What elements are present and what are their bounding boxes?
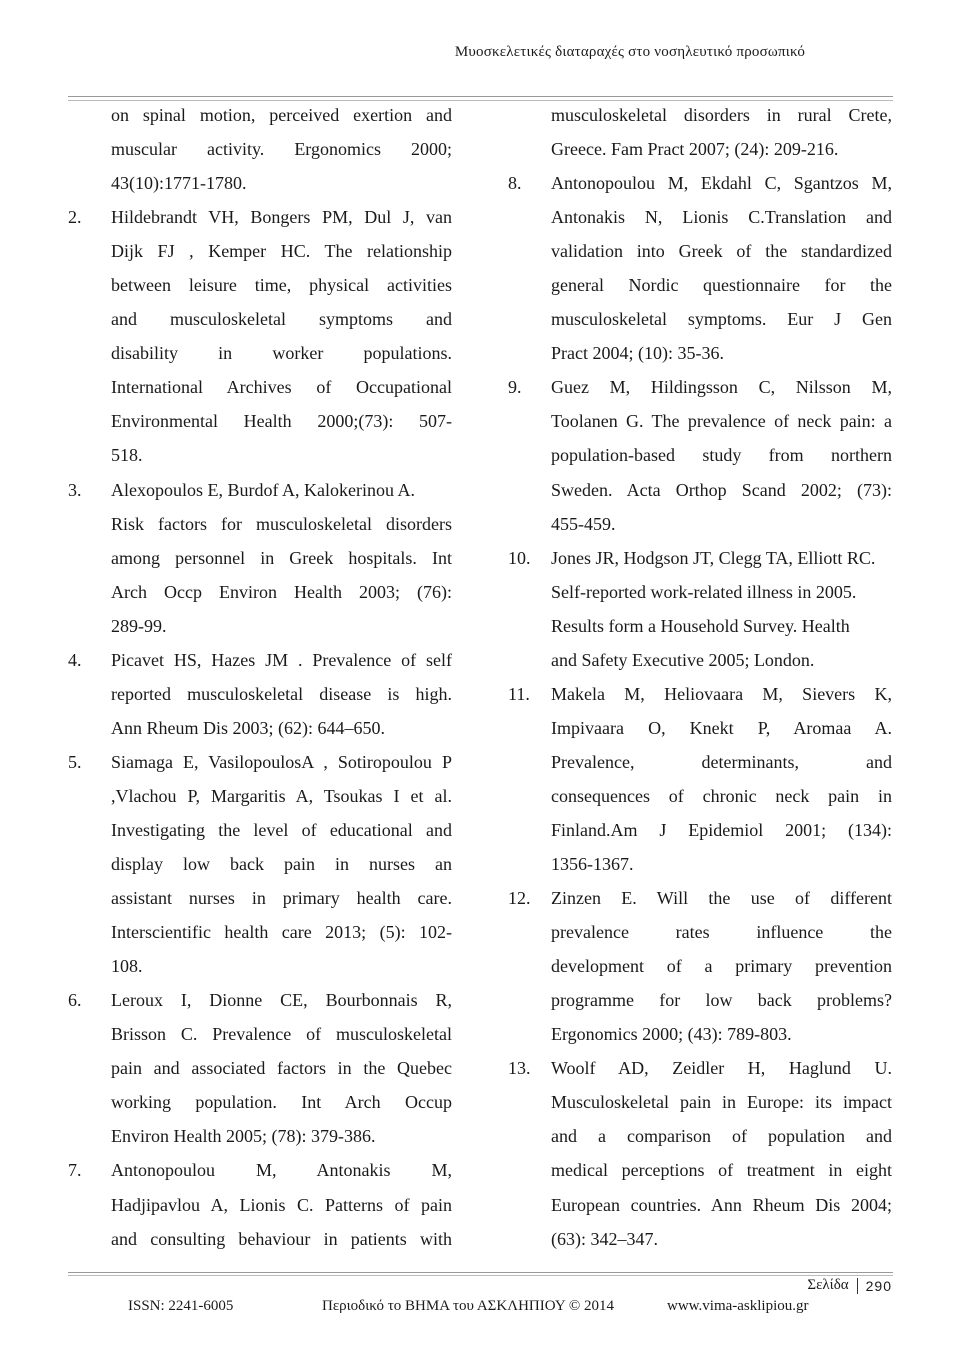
reference-text: Prevalence, determinants, and	[551, 751, 892, 772]
reference-line	[68, 1188, 452, 1222]
reference-line	[68, 711, 452, 745]
reference-number	[68, 609, 104, 643]
reference-line	[508, 1085, 892, 1119]
reference-number	[68, 234, 104, 268]
reference-number: 2.	[68, 207, 82, 228]
reference-number	[68, 370, 104, 404]
reference-line	[508, 677, 892, 711]
reference-line	[68, 336, 452, 370]
reference-line	[508, 1222, 892, 1256]
reference-line	[508, 1119, 892, 1153]
reference-number	[508, 404, 544, 438]
reference-number	[508, 200, 544, 234]
reference-number	[68, 677, 104, 711]
reference-number	[508, 983, 544, 1017]
reference-line	[68, 983, 452, 1017]
reference-number	[508, 745, 544, 779]
reference-number	[68, 1188, 104, 1222]
reference-number	[508, 847, 544, 881]
reference-text: 455-459.	[551, 513, 616, 534]
reference-line	[68, 234, 452, 268]
reference-text: musculoskeletal disorders in rural Crete,	[551, 105, 892, 125]
reference-number	[508, 575, 544, 609]
reference-number: 5.	[68, 751, 82, 772]
footer-website[interactable]: www.vima-asklipiou.gr	[667, 1298, 809, 1314]
reference-number	[68, 1085, 104, 1119]
reference-number	[508, 98, 544, 132]
reference-text: prevalence rates influence the	[551, 922, 892, 943]
reference-number	[508, 1188, 544, 1222]
reference-number	[508, 949, 544, 983]
reference-line	[508, 370, 892, 404]
reference-line	[68, 1085, 452, 1119]
reference-number	[68, 881, 104, 915]
reference-text: and a comparison of population and	[551, 1126, 892, 1147]
reference-number	[508, 336, 544, 370]
reference-line	[68, 1017, 452, 1051]
page-label	[807, 1277, 892, 1294]
reference-text: 43(10):1771-1780.	[111, 173, 247, 194]
reference-line	[508, 813, 892, 847]
reference-number	[508, 1017, 544, 1051]
reference-number	[68, 1017, 104, 1051]
footer-rule	[68, 1272, 893, 1273]
reference-line	[68, 881, 452, 915]
reference-text: consequences of chronic neck pain in	[551, 785, 892, 806]
reference-line	[68, 643, 452, 677]
reference-text: Leroux I, Dionne CE, Bourbonnais R,	[111, 990, 452, 1011]
reference-text: pain and associated factors in the Quebec	[111, 1058, 452, 1079]
reference-text: Pract 2004; (10): 35-36.	[551, 343, 724, 364]
left-reference-column	[68, 98, 452, 1256]
reference-number	[508, 234, 544, 268]
reference-line	[508, 915, 892, 949]
reference-text: reported musculoskeletal disease is high.	[111, 683, 452, 704]
reference-line	[68, 915, 452, 949]
reference-text: Antonopoulou M, Antonakis M,	[111, 1160, 452, 1181]
reference-text: working population. Int Arch Occup	[111, 1092, 452, 1113]
reference-line	[508, 1017, 892, 1051]
reference-number	[68, 166, 104, 200]
reference-line	[508, 949, 892, 983]
reference-line	[68, 302, 452, 336]
reference-number	[508, 779, 544, 813]
reference-text: display low back pain in nurses an	[111, 854, 452, 875]
reference-line	[508, 268, 892, 302]
reference-line	[68, 404, 452, 438]
reference-text: Hildebrandt VH, Bongers PM, Dul J, van	[111, 207, 452, 228]
reference-text: European countries. Ann Rheum Dis 2004;	[551, 1194, 892, 1215]
reference-text: Woolf AD, Zeidler H, Haglund U.	[551, 1058, 892, 1079]
reference-text: 1356-1367.	[551, 854, 634, 875]
reference-number: 6.	[68, 990, 82, 1011]
reference-number	[508, 132, 544, 166]
reference-line	[68, 166, 452, 200]
reference-text: Greece. Fam Pract 2007; (24): 209-216.	[551, 139, 839, 160]
reference-text: Finland.Am J Epidemiol 2001; (134):	[551, 819, 892, 840]
reference-line	[68, 1119, 452, 1153]
reference-text: Sweden. Acta Orthop Scand 2002; (73):	[551, 479, 892, 500]
reference-line	[68, 1222, 452, 1256]
reference-number: 10.	[508, 547, 531, 568]
right-reference-column	[508, 98, 892, 1256]
reference-line	[508, 541, 892, 575]
reference-number	[68, 1222, 104, 1256]
reference-text: general Nordic questionnaire for the	[551, 275, 892, 296]
reference-line	[508, 473, 892, 507]
reference-text: development of a primary prevention	[551, 956, 892, 977]
page-number: 290	[865, 1277, 892, 1294]
reference-number	[68, 404, 104, 438]
footer-issn: ISSN: 2241-6005	[128, 1298, 234, 1314]
reference-text: Ann Rheum Dis 2003; (62): 644–650.	[111, 717, 385, 738]
reference-text: Arch Occp Environ Health 2003; (76):	[111, 581, 452, 602]
reference-line	[508, 847, 892, 881]
reference-number	[68, 132, 104, 166]
reference-text: on spinal motion, perceived exertion and	[111, 105, 452, 125]
reference-number	[508, 915, 544, 949]
reference-text: and musculoskeletal symptoms and	[111, 309, 452, 330]
reference-number	[68, 711, 104, 745]
reference-text: assistant nurses in primary health care.	[111, 888, 452, 909]
reference-text: Zinzen E. Will the use of different	[551, 888, 892, 909]
reference-line	[508, 779, 892, 813]
reference-text: (63): 342–347.	[551, 1228, 658, 1249]
reference-text: ,Vlachou P, Margaritis A, Tsoukas I et al.	[111, 785, 452, 806]
reference-number	[508, 609, 544, 643]
reference-text: Antonakis N, Lionis C.Translation and	[551, 207, 892, 228]
reference-line	[508, 200, 892, 234]
reference-text: Musculoskeletal pain in Europe: its impact	[551, 1092, 892, 1113]
reference-line	[508, 507, 892, 541]
reference-line	[68, 370, 452, 404]
reference-line	[68, 438, 452, 472]
reference-text: Guez M, Hildingsson C, Nilsson M,	[551, 377, 892, 398]
reference-number	[508, 1153, 544, 1187]
reference-line	[68, 268, 452, 302]
reference-text: disability in worker populations.	[111, 343, 452, 364]
reference-line	[68, 507, 452, 541]
reference-line	[68, 745, 452, 779]
reference-number	[68, 268, 104, 302]
reference-number	[68, 1051, 104, 1085]
running-header: Μυοσκελετικές διαταραχές στο νοσηλευτικό προσωπικό	[454, 44, 806, 60]
reference-text: musculoskeletal symptoms. Eur J Gen	[551, 309, 892, 330]
reference-number	[508, 813, 544, 847]
reference-line	[68, 1153, 452, 1187]
reference-text: Interscientific health care 2013; (5): 102-	[111, 922, 452, 943]
reference-number	[508, 473, 544, 507]
reference-text: Hadjipavlou A, Lionis C. Patterns of pain	[111, 1194, 452, 1215]
reference-number	[68, 507, 104, 541]
reference-line	[508, 98, 892, 132]
reference-line	[68, 132, 452, 166]
reference-text: Brisson C. Prevalence of musculoskeletal	[111, 1024, 452, 1045]
reference-text: Jones JR, Hodgson JT, Clegg TA, Elliott RC.	[551, 547, 876, 568]
reference-line	[68, 200, 452, 234]
reference-number	[68, 438, 104, 472]
reference-line	[68, 473, 452, 507]
reference-line	[508, 983, 892, 1017]
reference-text: Self-reported work-related illness in 2005.	[551, 581, 857, 602]
reference-text: Environmental Health 2000;(73): 507-	[111, 411, 452, 432]
reference-text: Siamaga E, VasilopoulosA , Sotiropoulou P	[111, 751, 452, 772]
reference-text: Alexopoulos E, Burdof A, Kalokerinou A.	[111, 479, 415, 500]
reference-text: Picavet HS, Hazes JM . Prevalence of self	[111, 649, 452, 670]
reference-text: Ergonomics 2000; (43): 789-803.	[551, 1024, 792, 1045]
reference-text: 289-99.	[111, 615, 167, 636]
reference-text: 108.	[111, 956, 143, 977]
reference-text: Impivaara O, Knekt P, Aromaa A.	[551, 717, 892, 738]
reference-line	[68, 609, 452, 643]
reference-line	[508, 132, 892, 166]
reference-line	[508, 609, 892, 643]
page-word: Σελίδα	[807, 1277, 849, 1293]
reference-text: International Archives of Occupational	[111, 377, 452, 398]
reference-line	[508, 404, 892, 438]
reference-text: Makela M, Heliovaara M, Sievers K,	[551, 683, 892, 704]
reference-number	[68, 847, 104, 881]
reference-number: 8.	[508, 173, 522, 194]
header-rule	[68, 96, 893, 97]
reference-line	[68, 575, 452, 609]
reference-text: Environ Health 2005; (78): 379-386.	[111, 1126, 376, 1147]
reference-number	[508, 643, 544, 677]
reference-line	[508, 336, 892, 370]
reference-number: 13.	[508, 1058, 531, 1079]
reference-line	[68, 847, 452, 881]
reference-number	[68, 575, 104, 609]
reference-number	[508, 507, 544, 541]
reference-text: programme for low back problems?	[551, 990, 892, 1011]
reference-number	[508, 1085, 544, 1119]
reference-line	[508, 166, 892, 200]
reference-number	[508, 1222, 544, 1256]
reference-number	[68, 915, 104, 949]
reference-line	[508, 745, 892, 779]
reference-number	[68, 336, 104, 370]
reference-number: 11.	[508, 683, 530, 704]
reference-number	[508, 268, 544, 302]
reference-line	[508, 234, 892, 268]
page-separator	[857, 1278, 858, 1294]
reference-number: 12.	[508, 888, 531, 909]
reference-number	[68, 541, 104, 575]
reference-line	[68, 98, 452, 132]
reference-line	[68, 1051, 452, 1085]
reference-line	[68, 949, 452, 983]
reference-text: Risk factors for musculoskeletal disorders	[111, 513, 452, 534]
reference-text: Results form a Household Survey. Health	[551, 615, 850, 636]
reference-text: medical perceptions of treatment in eight	[551, 1160, 892, 1181]
reference-text: among personnel in Greek hospitals. Int	[111, 547, 452, 568]
reference-number: 7.	[68, 1160, 82, 1181]
reference-text: Toolanen G. The prevalence of neck pain: a	[551, 411, 892, 432]
reference-number	[68, 1119, 104, 1153]
footer-rule-secondary	[68, 1275, 893, 1276]
reference-line	[508, 1188, 892, 1222]
reference-line	[508, 1153, 892, 1187]
reference-line	[68, 677, 452, 711]
reference-text: and Safety Executive 2005; London.	[551, 649, 815, 670]
reference-line	[508, 1051, 892, 1085]
reference-number: 4.	[68, 649, 82, 670]
reference-number	[68, 302, 104, 336]
reference-number	[508, 438, 544, 472]
reference-text: Investigating the level of educational and	[111, 819, 452, 840]
reference-text: validation into Greek of the standardized	[551, 241, 892, 262]
reference-number	[508, 711, 544, 745]
reference-text: and consulting behaviour in patients with	[111, 1228, 452, 1249]
reference-number	[68, 949, 104, 983]
reference-number: 3.	[68, 479, 82, 500]
reference-text: Dijk FJ , Kemper HC. The relationship	[111, 241, 452, 262]
reference-number	[508, 1119, 544, 1153]
reference-line	[508, 881, 892, 915]
reference-line	[508, 643, 892, 677]
reference-number	[68, 98, 104, 132]
reference-number	[508, 302, 544, 336]
reference-line	[508, 575, 892, 609]
reference-number	[68, 779, 104, 813]
reference-text: muscular activity. Ergonomics 2000;	[111, 139, 452, 160]
reference-text: between leisure time, physical activities	[111, 275, 452, 296]
reference-line	[508, 438, 892, 472]
footer-journal: Περιοδικό το ΒΗΜΑ του ΑΣΚΛΗΠΙΟΥ © 2014	[322, 1298, 615, 1314]
reference-line	[508, 711, 892, 745]
reference-text: 518.	[111, 445, 143, 466]
reference-line	[508, 302, 892, 336]
reference-number	[68, 813, 104, 847]
reference-line	[68, 813, 452, 847]
reference-text: Antonopoulou M, Ekdahl C, Sgantzos M,	[551, 173, 892, 194]
reference-line	[68, 779, 452, 813]
reference-number: 9.	[508, 377, 522, 398]
reference-line	[68, 541, 452, 575]
reference-text: population-based study from northern	[551, 445, 892, 466]
